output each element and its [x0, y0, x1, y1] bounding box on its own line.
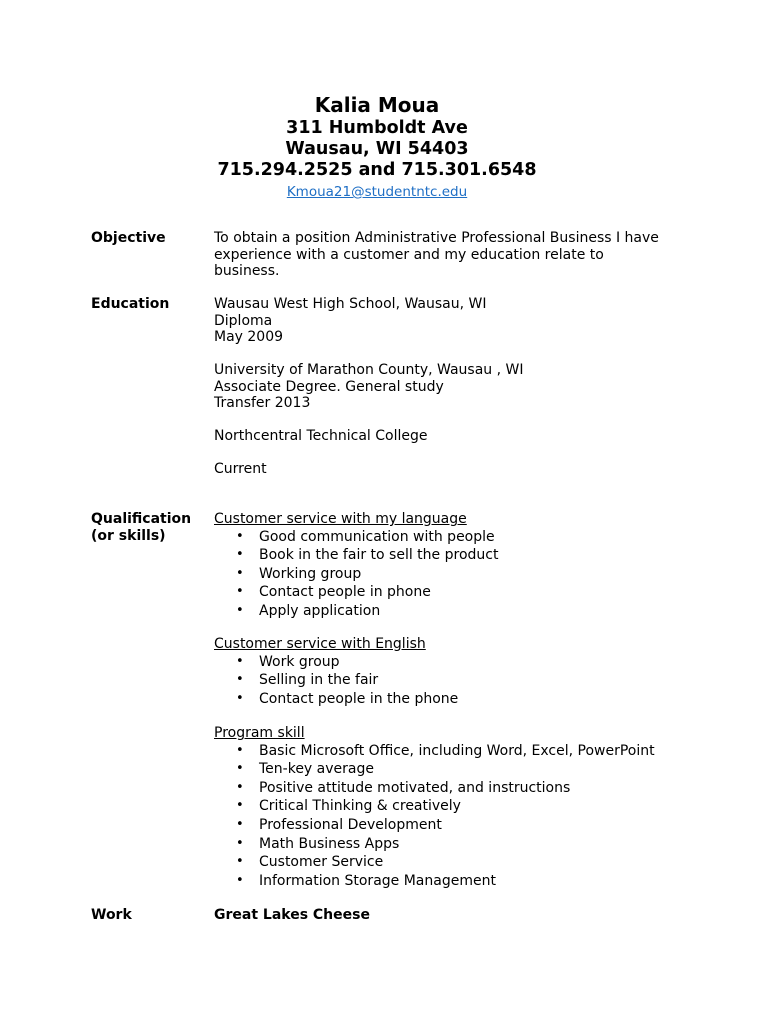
qualification-label-line: (or skills) — [91, 527, 166, 544]
school-date: May 2009 — [214, 329, 284, 346]
applicant-name: Kalia Moua — [314, 93, 440, 117]
qualification-label-line: Qualification — [91, 511, 192, 527]
skill-list — [214, 653, 674, 709]
bullet-icon: • — [236, 672, 244, 688]
list-item: • Critical Thinking & creatively — [236, 798, 461, 815]
school-name: Wausau West High School, Wausau, WI — [214, 296, 487, 312]
skill-list — [214, 742, 674, 891]
list-item: • Math Business Apps — [236, 835, 400, 852]
bullet-icon: • — [236, 742, 244, 758]
list-item: • Contact people in phone — [236, 584, 431, 601]
list-item: • Selling in the fair — [236, 672, 379, 689]
list-item: • Working group — [236, 565, 362, 582]
list-item: • Professional Development — [236, 816, 442, 833]
resume-header — [0, 92, 754, 201]
phone-numbers: 715.294.2525 and 715.301.6548 — [217, 160, 537, 180]
education-school-1 — [214, 296, 674, 346]
skill-group-language — [214, 511, 674, 621]
bullet-icon: • — [236, 761, 244, 777]
bullet-icon: • — [236, 854, 244, 870]
school-name: Northcentral Technical College — [214, 428, 428, 444]
school-date: Transfer 2013 — [214, 395, 311, 412]
work-employer: Great Lakes Cheese — [214, 907, 370, 923]
list-item: • Customer Service — [236, 854, 384, 871]
education-school-2 — [214, 362, 674, 412]
list-item: • Contact people in the phone — [236, 690, 459, 707]
skill-group-program — [214, 725, 674, 890]
qualification-label — [91, 511, 191, 544]
list-item: • Information Storage Management — [236, 872, 496, 889]
bullet-icon: • — [236, 602, 244, 618]
list-item: • Good communication with people — [236, 528, 495, 545]
skill-group-english — [214, 636, 674, 708]
bullet-icon: • — [236, 798, 244, 814]
school-credential: Associate Degree. General study — [214, 378, 444, 395]
bullet-icon: • — [236, 690, 244, 706]
skill-list — [214, 528, 674, 621]
objective-label: Objective — [91, 230, 166, 246]
skill-group-heading: Program skill — [214, 725, 305, 741]
bullet-icon: • — [236, 653, 244, 669]
list-item: • Basic Microsoft Office, including Word, Excel, PowerPoint — [236, 742, 655, 759]
bullet-icon: • — [236, 584, 244, 600]
email-link[interactable]: Kmoua21@studentntc.edu — [286, 184, 468, 200]
objective-text — [214, 230, 674, 280]
bullet-icon: • — [236, 779, 244, 795]
bullet-icon: • — [236, 816, 244, 832]
list-item: • Positive attitude motivated, and instructions — [236, 779, 571, 796]
list-item: • Work group — [236, 653, 340, 670]
skill-group-heading: Customer service with my language — [214, 511, 467, 527]
bullet-icon: • — [236, 565, 244, 581]
bullet-icon: • — [236, 547, 244, 563]
objective-line: To obtain a position Administrative Professional Business I have — [214, 230, 659, 246]
list-item: • Book in the fair to sell the product — [236, 547, 499, 564]
school-name: University of Marathon County, Wausau , WI — [214, 362, 524, 378]
school-status: Current — [214, 461, 267, 477]
list-item: • Ten-key average — [236, 761, 374, 778]
bullet-icon: • — [236, 835, 244, 851]
objective-line: experience with a customer and my education relate to — [214, 246, 604, 263]
bullet-icon: • — [236, 528, 244, 544]
bullet-icon: • — [236, 872, 244, 888]
education-label: Education — [91, 296, 170, 312]
list-item: • Apply application — [236, 602, 381, 619]
skill-group-heading: Customer service with English — [214, 636, 426, 652]
street-address: 311 Humboldt Ave — [286, 118, 468, 138]
school-credential: Diploma — [214, 312, 273, 329]
objective-line: business. — [214, 263, 280, 280]
city-state-zip: Wausau, WI 54403 — [285, 139, 469, 159]
work-label: Work — [91, 907, 132, 923]
education-school-3 — [214, 428, 674, 445]
education-school-3-status — [214, 461, 674, 478]
